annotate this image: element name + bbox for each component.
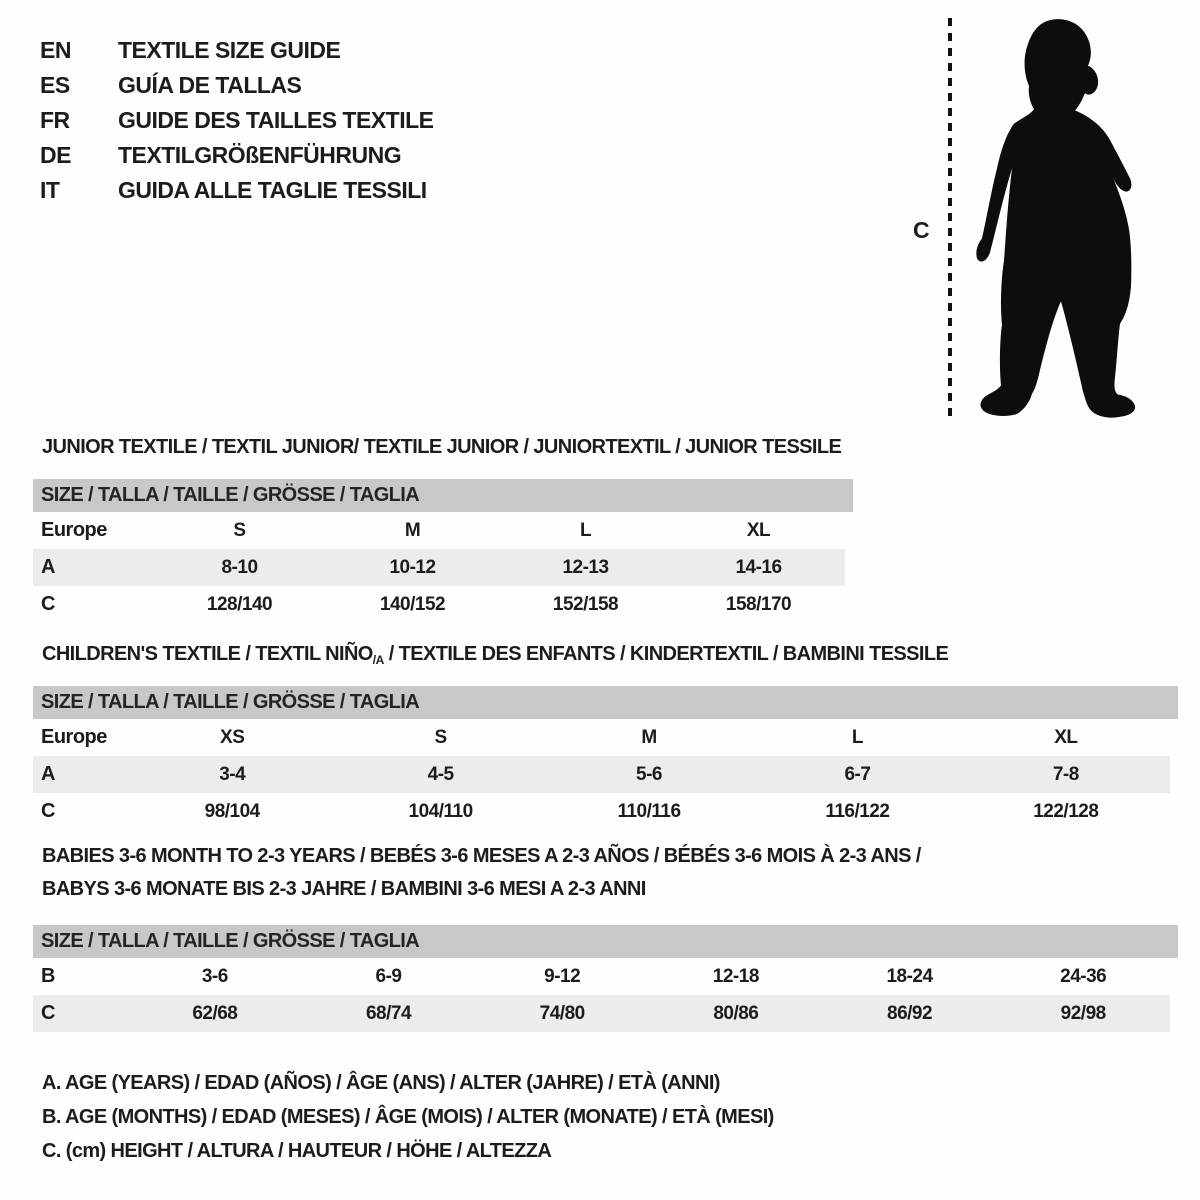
babies-size-table bbox=[33, 925, 1170, 1032]
age-cell: 9-12 bbox=[544, 965, 581, 987]
children-title-part2: / TEXTILE DES ENFANTS / KINDERTEXTIL / BAMBINI TESSILE bbox=[383, 643, 949, 665]
legend-block bbox=[42, 1066, 774, 1168]
height-cell: 86/92 bbox=[887, 1002, 933, 1024]
row-label: A bbox=[41, 556, 55, 578]
table-row-age-months bbox=[33, 958, 1170, 995]
height-cell: 152/158 bbox=[552, 593, 619, 615]
legend-age-years: A. AGE (YEARS) / EDAD (AÑOS) / ÂGE (ANS) / ALTER (JAHRE) / ETÀ (ANNI) bbox=[42, 1072, 720, 1094]
language-title: GUIDA ALLE TAGLIE TESSILI bbox=[118, 177, 427, 203]
children-section-title bbox=[42, 643, 948, 667]
size-header-band: SIZE / TALLA / TAILLE / GRÖSSE / TAGLIA bbox=[33, 479, 853, 512]
height-cell: 92/98 bbox=[1060, 1002, 1106, 1024]
size-cell: L bbox=[579, 519, 592, 541]
age-cell: 5-6 bbox=[636, 763, 662, 785]
language-title: GUÍA DE TALLAS bbox=[118, 72, 302, 98]
age-cell: 12-13 bbox=[562, 556, 609, 578]
height-cell: 68/74 bbox=[365, 1002, 412, 1024]
language-title: TEXTILE SIZE GUIDE bbox=[118, 37, 341, 63]
size-cell: XL bbox=[1054, 726, 1078, 748]
size-cell: S bbox=[233, 519, 246, 541]
language-title: TEXTILGRÖßENFÜHRUNG bbox=[118, 142, 402, 168]
age-cell: 6-7 bbox=[844, 763, 871, 785]
language-row-en bbox=[40, 33, 434, 68]
language-row-fr bbox=[40, 103, 434, 138]
language-code: ES bbox=[40, 72, 70, 98]
height-cell: 122/128 bbox=[1033, 800, 1099, 822]
language-row-it bbox=[40, 173, 434, 208]
age-cell: 18-24 bbox=[886, 965, 933, 987]
height-cell: 98/104 bbox=[204, 800, 260, 822]
row-label: A bbox=[41, 763, 55, 785]
age-cell: 4-5 bbox=[427, 763, 454, 785]
table-row-height bbox=[33, 586, 845, 623]
babies-section-title-line1: BABIES 3-6 MONTH TO 2-3 YEARS / BEBÉS 3-6 MESES A 2-3 AÑOS / BÉBÉS 3-6 MOIS À 2-3 ANS / bbox=[42, 845, 921, 867]
language-title-block bbox=[40, 33, 434, 208]
legend-height-cm: C. (cm) HEIGHT / ALTURA / HAUTEUR / HÖHE / ALTEZZA bbox=[42, 1140, 552, 1162]
legend-age-months: B. AGE (MONTHS) / EDAD (MESES) / ÂGE (MOIS) / ALTER (MONATE) / ETÀ (MESI) bbox=[42, 1106, 774, 1128]
table-row-height bbox=[33, 793, 1170, 830]
size-cell: XL bbox=[746, 519, 771, 541]
table-row-height bbox=[33, 995, 1170, 1032]
height-dashed-line bbox=[948, 18, 952, 420]
language-row-de bbox=[40, 138, 434, 173]
table-row-europe bbox=[33, 719, 1170, 756]
children-title-sub: /A bbox=[372, 653, 384, 667]
table-row-age bbox=[33, 549, 845, 586]
age-cell: 6-9 bbox=[375, 965, 402, 987]
height-measure-label: C bbox=[913, 217, 930, 243]
height-cell: 74/80 bbox=[539, 1002, 585, 1024]
age-cell: 8-10 bbox=[221, 556, 258, 578]
row-label: C bbox=[41, 800, 55, 822]
table-row-europe bbox=[33, 512, 845, 549]
height-cell: 62/68 bbox=[192, 1002, 238, 1024]
size-header-band: SIZE / TALLA / TAILLE / GRÖSSE / TAGLIA bbox=[33, 925, 1178, 958]
height-cell: 80/86 bbox=[713, 1002, 759, 1024]
height-cell: 116/122 bbox=[825, 800, 890, 822]
language-code: IT bbox=[40, 177, 60, 203]
age-cell: 14-16 bbox=[735, 556, 782, 578]
language-code: EN bbox=[40, 37, 71, 63]
row-label: C bbox=[41, 593, 55, 615]
size-header-band: SIZE / TALLA / TAILLE / GRÖSSE / TAGLIA bbox=[33, 686, 1178, 719]
size-cell: M bbox=[641, 726, 657, 748]
age-cell: 24-36 bbox=[1060, 965, 1107, 987]
language-code: DE bbox=[40, 142, 71, 168]
junior-size-table bbox=[33, 479, 845, 623]
height-cell: 110/116 bbox=[617, 800, 681, 822]
language-code: FR bbox=[40, 107, 70, 133]
children-size-table bbox=[33, 686, 1170, 830]
height-cell: 104/110 bbox=[408, 800, 473, 822]
age-cell: 3-4 bbox=[219, 763, 246, 785]
age-cell: 7-8 bbox=[1052, 763, 1079, 785]
toddler-silhouette-icon bbox=[973, 14, 1143, 420]
language-row-es bbox=[40, 68, 434, 103]
height-cell: 158/170 bbox=[725, 593, 792, 615]
size-cell: M bbox=[404, 519, 421, 541]
row-label: Europe bbox=[41, 519, 107, 541]
row-label: C bbox=[41, 1002, 55, 1024]
height-cell: 140/152 bbox=[379, 593, 446, 615]
age-cell: 10-12 bbox=[389, 556, 436, 578]
babies-section-title-line2: BABYS 3-6 MONATE BIS 2-3 JAHRE / BAMBINI 3-6 MESI A 2-3 ANNI bbox=[42, 878, 646, 900]
size-cell: XS bbox=[220, 726, 245, 748]
row-label: Europe bbox=[41, 726, 107, 748]
age-cell: 12-18 bbox=[712, 965, 759, 987]
size-cell: L bbox=[851, 726, 863, 748]
children-title-part1: CHILDREN'S TEXTILE / TEXTIL NIÑO bbox=[42, 643, 373, 665]
junior-section-title: JUNIOR TEXTILE / TEXTIL JUNIOR/ TEXTILE JUNIOR / JUNIORTEXTIL / JUNIOR TESSILE bbox=[42, 436, 842, 458]
height-cell: 128/140 bbox=[206, 593, 273, 615]
language-title: GUIDE DES TAILLES TEXTILE bbox=[118, 107, 434, 133]
age-cell: 3-6 bbox=[201, 965, 228, 987]
size-cell: S bbox=[434, 726, 447, 748]
row-label: B bbox=[41, 965, 55, 987]
table-row-age bbox=[33, 756, 1170, 793]
